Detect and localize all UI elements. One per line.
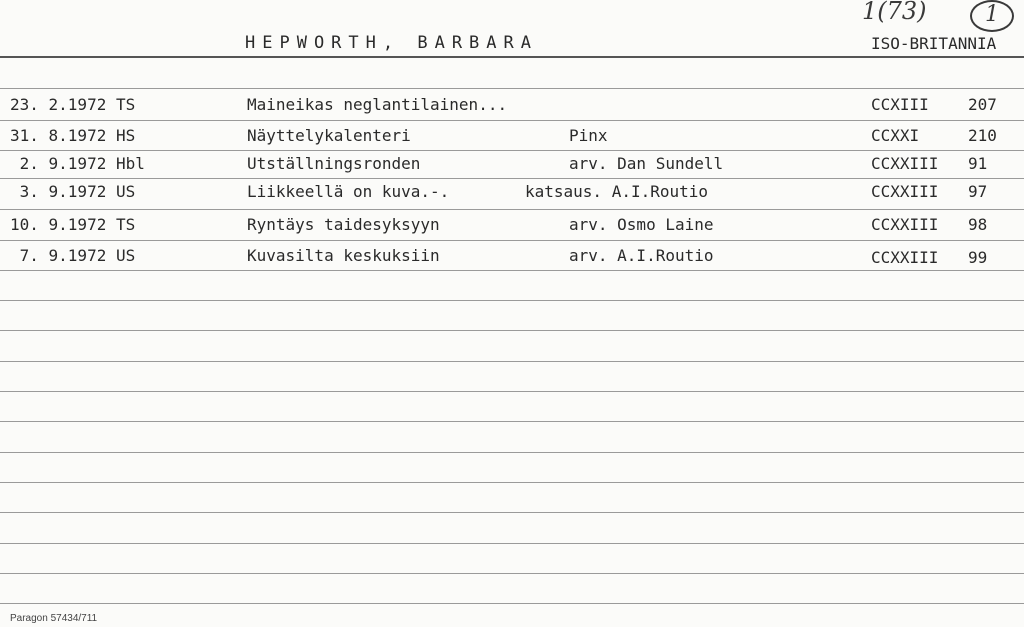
entry-title: Kuvasilta keskuksiin <box>247 246 440 265</box>
entry-date: 31. 8.1972 HS <box>10 126 136 145</box>
rule-line <box>0 603 1024 604</box>
entry-page: 99 <box>968 248 988 267</box>
rule-line <box>0 452 1024 453</box>
entry-volume: CCXXIII <box>871 154 939 173</box>
card-print-code: Paragon 57434/711 <box>10 613 98 624</box>
entry-note: arv. A.I.Routio <box>569 246 714 265</box>
entry-volume: CCXXIII <box>871 248 939 267</box>
rule-line <box>0 209 1024 210</box>
rule-line <box>0 88 1024 89</box>
artist-name: HEPWORTH, BARBARA <box>245 33 538 53</box>
rule-line <box>0 361 1024 362</box>
entry-note: katsaus. A.I.Routio <box>525 182 709 201</box>
entry-page: 91 <box>968 154 988 173</box>
rule-line <box>0 120 1024 121</box>
entry-note: Pinx <box>569 126 608 145</box>
entry-date: 23. 2.1972 TS <box>10 95 136 114</box>
entry-page: 210 <box>968 126 997 145</box>
entry-volume: CCXIII <box>871 95 929 114</box>
entry-date: 7. 9.1972 US <box>10 246 136 265</box>
entry-title: Utställningsronden <box>247 154 421 173</box>
rule-line <box>0 150 1024 151</box>
rule-line <box>0 512 1024 513</box>
rule-line <box>0 330 1024 331</box>
entry-title: Maineikas neglantilainen... <box>247 95 508 114</box>
entry-date: 10. 9.1972 TS <box>10 215 136 234</box>
entry-date: 2. 9.1972 Hbl <box>10 154 145 173</box>
entry-title: Näyttelykalenteri <box>247 126 411 145</box>
circled-number: 1 <box>970 0 1014 32</box>
rule-line <box>0 300 1024 301</box>
rule-line <box>0 178 1024 179</box>
rule-line <box>0 240 1024 241</box>
country-label: ISO-BRITANNIA <box>871 34 997 53</box>
entry-volume: CCXXIII <box>871 215 939 234</box>
header-rule <box>0 56 1024 58</box>
entry-note: arv. Osmo Laine <box>569 215 714 234</box>
entry-volume: CCXXIII <box>871 182 939 201</box>
rule-line <box>0 421 1024 422</box>
entry-date: 3. 9.1972 US <box>10 182 136 201</box>
entry-note: arv. Dan Sundell <box>569 154 724 173</box>
rule-line <box>0 482 1024 483</box>
rule-line <box>0 573 1024 574</box>
handwritten-number: 1(73) <box>862 0 927 25</box>
rule-line <box>0 543 1024 544</box>
entry-page: 207 <box>968 95 997 114</box>
entry-page: 98 <box>968 215 988 234</box>
entry-volume: CCXXI <box>871 126 920 145</box>
entry-page: 97 <box>968 182 988 201</box>
rule-line <box>0 270 1024 271</box>
entry-title: Ryntäys taidesyksyyn <box>247 215 440 234</box>
entry-title: Liikkeellä on kuva.-. <box>247 182 450 201</box>
rule-line <box>0 391 1024 392</box>
